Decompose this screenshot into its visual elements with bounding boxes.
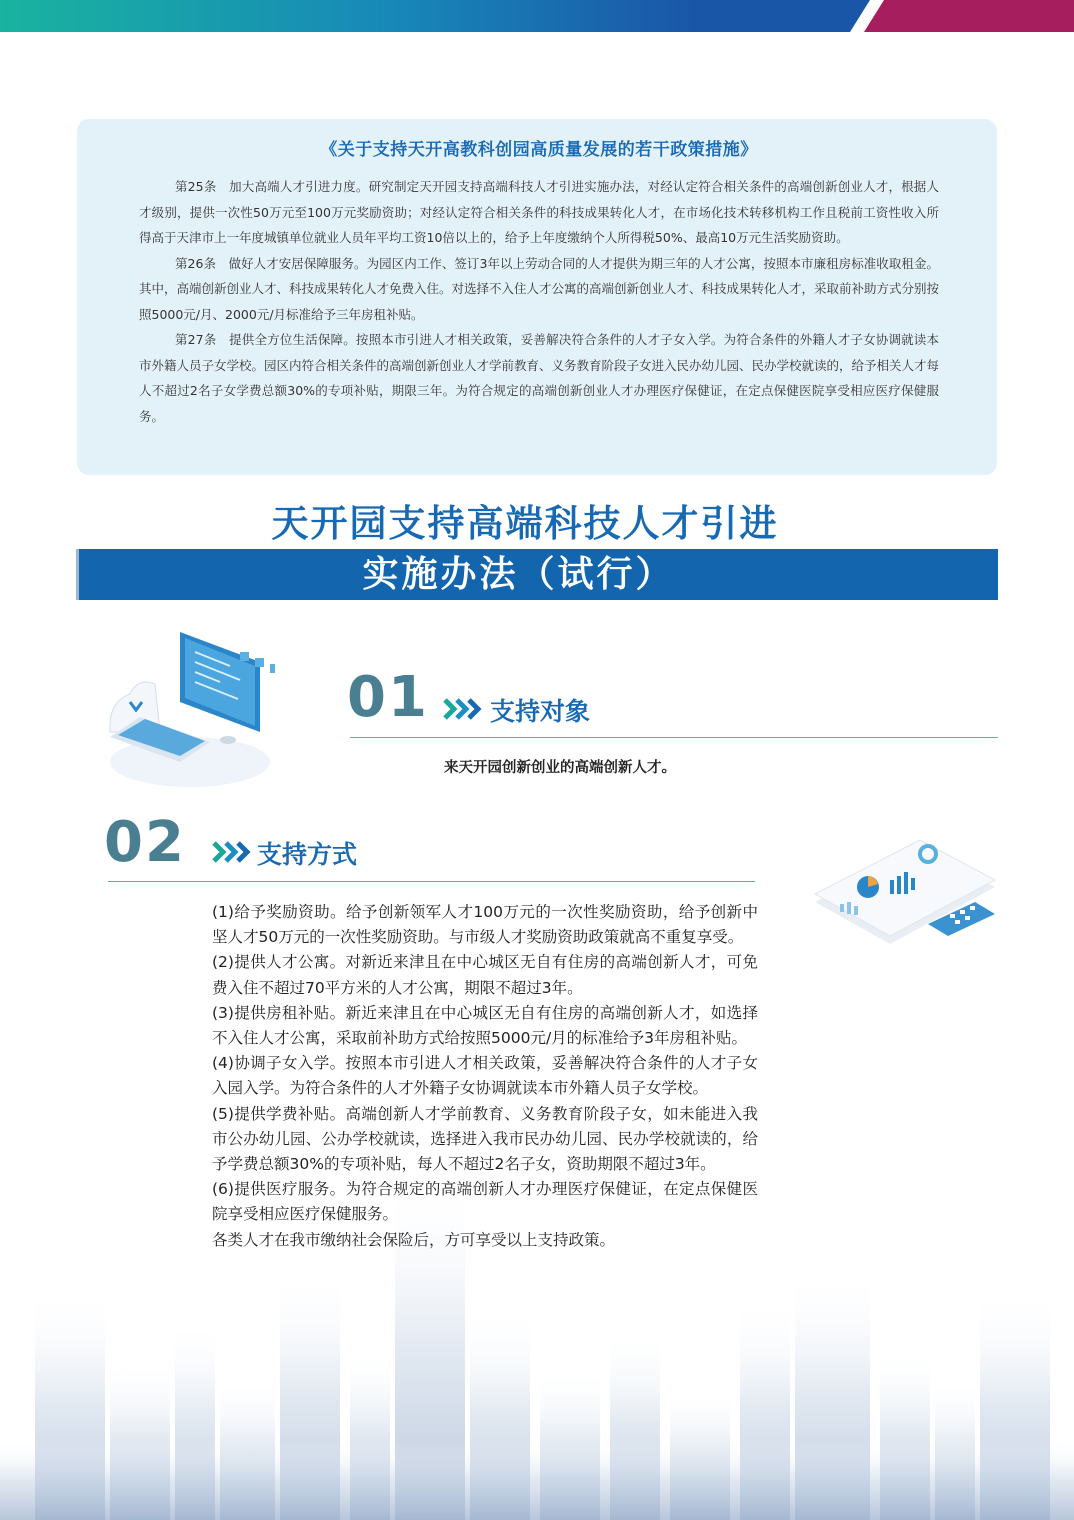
social-insurance-note: 各类人才在我市缴纳社会保险后，方可享受以上支持政策。 (212, 1230, 616, 1249)
top-decor-bar (0, 0, 1074, 32)
support-item-1: (1)给予奖励资助。给予创新领军人才100万元的一次性奖励资助，给予创新中坚人才50万元的一次性奖励资助。与市级人才奖励资助政策就高不重复享受。 (212, 903, 758, 947)
section-1-heading: 支持对象 (490, 697, 591, 726)
policy-excerpt-box (77, 119, 997, 475)
section-1-text: 来天开园创新创业的高端创新人才。 (444, 760, 676, 776)
section-1-divider (350, 737, 998, 738)
section-2-body (212, 900, 758, 1253)
section-2-heading: 支持方式 (257, 840, 358, 869)
support-item-4: (4)协调子女入学。按照本市引进人才相关政策，妥善解决符合条件的人才子女入园入学。为符合条件的人才外籍子女协调就读本市外籍人员子女学校。 (212, 1054, 758, 1098)
support-item-2: (2)提供人才公寓。对新近来津且在中心城区无自有住房的高端创新人才，可免费入住不超过70平方米的人才公寓，期限不超过3年。 (212, 953, 758, 997)
main-title: 天开园支持高端科技人才引进 (271, 502, 779, 545)
section-2-number: 02 (104, 810, 186, 875)
section-2-divider (108, 881, 755, 882)
computer-illustration-icon (100, 622, 275, 792)
support-item-5: (5)提供学费补贴。高端创新人才学前教育、义务教育阶段子女，如未能进入我市公办幼儿园、公办学校就读，选择进入我市民办幼儿园、民办学校就读的，给予学费总额30%的专项补贴，每人不超过2名子女，资助期限不超过3年。 (212, 1104, 758, 1174)
support-item-6: (6)提供医疗服务。为符合规定的高端创新人才办理医疗保健证，在定点保健医院享受相应医疗保健服务。 (212, 1180, 758, 1224)
triple-chevron-icon (212, 840, 254, 864)
subtitle-band (76, 549, 998, 600)
policy-title: 《关于支持天开高教科创园高质量发展的若干政策措施》 (320, 140, 758, 160)
policy-article-27: 第27条 提供全方位生活保障。按照本市引进人才相关政策，妥善解决符合条件的人才子女入学。为符合条件的外籍人才子女协调就读本市外籍人员子女学校。园区内符合相关条件的高端创新创业人才学前教育、义务教育阶段子女进入民办幼儿园、民办学校就读的，给予相关人才每人不超过2名子女学费总额30%的专项补贴，期限三年。为符合规定的高端创新创业人才办理医疗保健证，在定点保健医院享受相应医疗保健服务。 (139, 332, 940, 424)
triple-chevron-icon (443, 697, 485, 721)
section-1-number: 01 (347, 665, 429, 730)
support-item-3: (3)提供房租补贴。新近来津且在中心城区无自有住房的高端创新人才，如选择不入住人才公寓，采取前补助方式给按照5000元/月的标准给予3年房租补贴。 (212, 1003, 758, 1048)
policy-article-25: 第25条 加大高端人才引进力度。研究制定天开园支持高端科技人才引进实施办法，对经认定符合相关条件的高端创新创业人才，根据人才级别，提供一次性50万元至100万元奖励资助；对经认定符合相关条件的科技成果转化人才，在市场化技术转移机构工作且税前工资性收入所得高于天津市上一年度城镇单位就业人员年平均工资10倍以上的，给予上年度缴纳个人所得税50%、最高10万元生活奖励资助。 (139, 179, 939, 245)
report-documents-icon (810, 832, 1000, 957)
policy-article-26: 第26条 做好人才安居保障服务。为园区内工作、签订3年以上劳动合同的人才提供为期三年的人才公寓，按照本市廉租房标准收取租金。其中，高端创新创业人才、科技成果转化人才免费入住。对选择不入住人才公寓的高端创新创业人才、科技成果转化人才，采取前补助方式分别按照5000元/月、2000元/月标准给予三年房租补贴。 (139, 255, 940, 322)
subtitle: 实施办法（试行） (362, 554, 675, 595)
